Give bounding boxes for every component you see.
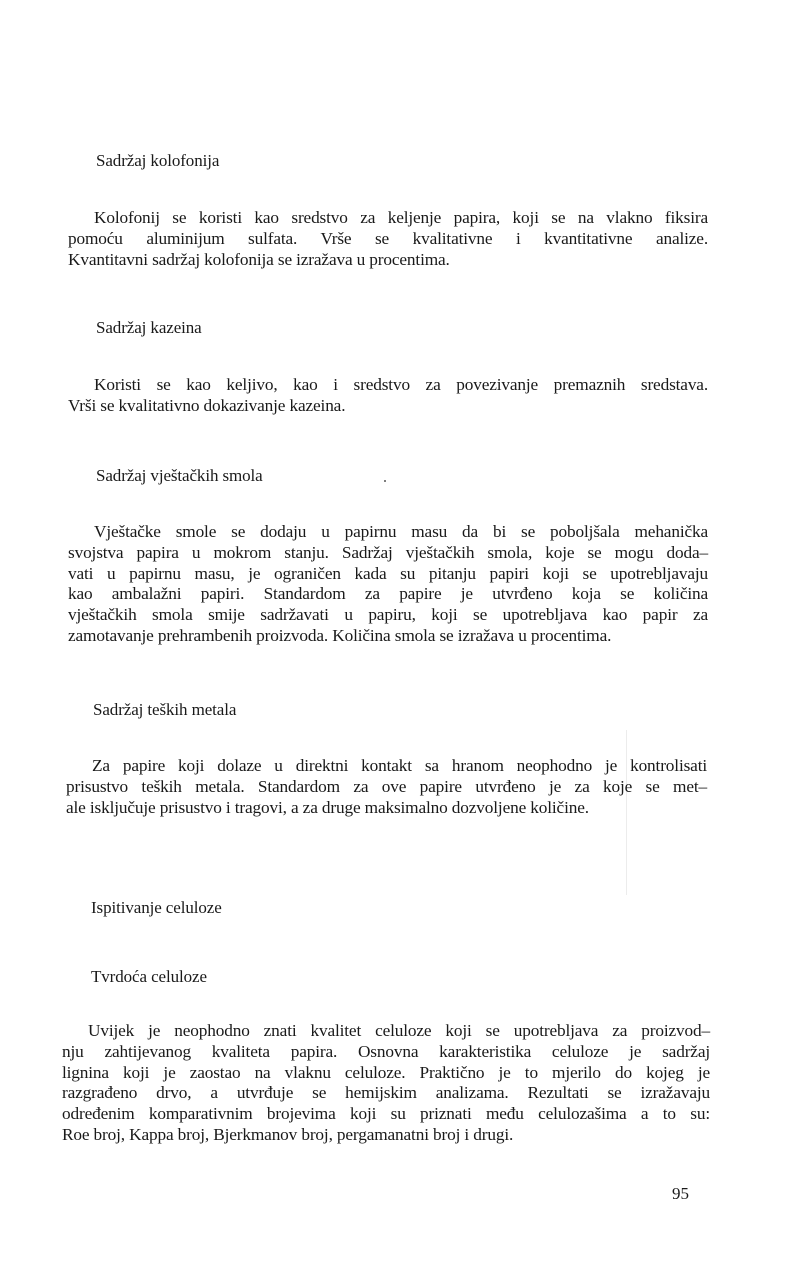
paragraph-line: Kvantitavni sadržaj kolofonija se izražava u procentima. — [68, 249, 450, 269]
section-heading-kolofonij: Sadržaj kolofonija — [96, 151, 220, 170]
paragraph-kazein — [68, 375, 708, 417]
paragraph-line: određenim komparativnim brojevima koji su priznati među celulozašima a to su: — [62, 1104, 710, 1124]
paragraph-line: ale isključuje prisustvo i tragovi, a za druge maksimalno dozvoljene količine. — [66, 797, 589, 817]
paragraph-line: kao ambalažni papiri. Standardom za papire je utvrđeno koja se količina — [68, 584, 708, 604]
paragraph-line: lignina koji je zaostao na vlaknu celuloze. Praktično je to mjerilo do kojeg je — [62, 1062, 710, 1082]
paragraph-line: razgrađeno drvo, a utvrđuje se hemijskim analizama. Rezultati se izražavaju — [62, 1083, 710, 1103]
paragraph-line: nju zahtijevanog kvaliteta papira. Osnovna karakteristika celuloze je sadržaj — [62, 1041, 710, 1061]
paragraph-line: pomoću aluminijum sulfata. Vrše se kvalitativne i kvantitativne analize. — [68, 228, 708, 248]
paragraph-line: svojstva papira u mokrom stanju. Sadržaj vještačkih smola, koje se mogu doda– — [68, 542, 708, 562]
section-heading-kazein: Sadržaj kazeina — [96, 318, 202, 337]
paragraph-line: Koristi se kao keljivo, kao i sredstvo za povezivanje premaznih sredstava. — [94, 375, 708, 394]
paragraph-line: Uvijek je neophodno znati kvalitet celuloze koji se upotrebljava za proizvod– — [88, 1021, 710, 1040]
paragraph-tvrdoca-celuloze — [62, 1021, 710, 1146]
section-heading-tvrdoca-celuloze: Tvrdoća celuloze — [91, 967, 207, 986]
paragraph-vjestacke-smole — [68, 522, 708, 647]
section-heading-vjestacke-smole: Sadržaj vještačkih smola — [96, 466, 263, 485]
paragraph-line: Roe broj, Kappa broj, Bjerkmanov broj, pergamanatni broj i drugi. — [62, 1124, 514, 1144]
section-heading-teski-metali: Sadržaj teških metala — [93, 700, 237, 719]
paragraph-line: Vještačke smole se dodaju u papirnu masu da bi se poboljšala mehanička — [94, 522, 708, 541]
speck — [384, 480, 386, 482]
paragraph-line: vati u papirnu masu, je ograničen kada su pitanju papiri koji se upotrebljavaju — [68, 563, 708, 583]
paragraph-line: vještačkih smola smije sadržavati u papiru, koji se upotrebljava kao papir za — [68, 605, 708, 625]
paragraph-line: zamotavanje prehrambenih proizvoda. Količina smola se izražava u procentima. — [68, 625, 612, 645]
paragraph-line: Kolofonij se koristi kao sredstvo za keljenje papira, koji se na vlakno fiksira — [94, 208, 708, 227]
paragraph-line: Vrši se kvalitativno dokazivanje kazeina. — [68, 395, 346, 415]
paragraph-line: Za papire koji dolaze u direktni kontakt sa hranom neophodno je kontrolisati — [92, 756, 707, 775]
paragraph-kolofonij — [68, 208, 708, 270]
page-number: 95 — [672, 1184, 689, 1203]
section-heading-ispitivanje-celuloze: Ispitivanje celuloze — [91, 898, 222, 917]
paragraph-line: prisustvo teških metala. Standardom za ove papire utvrđeno je za koje se met– — [66, 776, 707, 796]
paragraph-teski-metali — [66, 756, 707, 818]
